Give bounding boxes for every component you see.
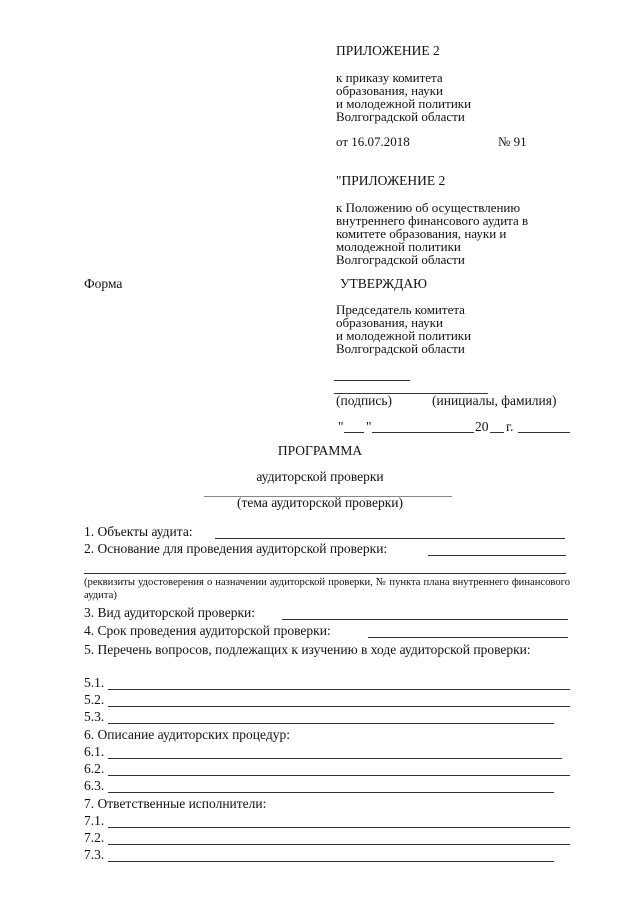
item-procedure-3: 6.3. (84, 778, 105, 793)
procedure-1-field[interactable] (108, 758, 562, 759)
procedure-3-field[interactable] (108, 792, 554, 793)
order-number: № 91 (498, 134, 527, 149)
approver-line: Председатель комитета (336, 302, 465, 317)
item-audit-objects: 1. Объекты аудита: (84, 524, 193, 539)
date-year-suffix: г. (506, 419, 514, 434)
regulation-line: комитете образования, науки и (336, 226, 507, 241)
signature-caption: (подпись) (336, 393, 393, 408)
appendix-order-line: образования, науки (336, 83, 443, 98)
audit-period-field[interactable] (368, 637, 568, 638)
executor-1-field[interactable] (108, 827, 570, 828)
item-procedure-1: 6.1. (84, 744, 105, 759)
item-question-2: 5.2. (84, 692, 105, 707)
approver-line: образования, науки (336, 315, 443, 330)
executor-2-field[interactable] (108, 844, 570, 845)
program-title: ПРОГРАММА (277, 443, 363, 458)
date-day-field[interactable] (344, 432, 364, 433)
regulation-appendix-title: "ПРИЛОЖЕНИЕ 2 (336, 173, 446, 188)
date-quote-close: " (366, 419, 372, 434)
date-year-field[interactable] (490, 432, 504, 433)
regulation-line: молодежной политики (336, 239, 461, 254)
item-questions: 5. Перечень вопросов, подлежащих к изучению в ходе аудиторской проверки: (84, 642, 531, 657)
item-procedures: 6. Описание аудиторских процедур: (84, 727, 290, 742)
basis-field[interactable] (428, 555, 566, 556)
appendix-title: ПРИЛОЖЕНИЕ 2 (336, 43, 440, 58)
topic-caption: (тема аудиторской проверки) (237, 495, 403, 510)
item-basis: 2. Основание для проведения аудиторской проверки: (84, 541, 388, 556)
question-2-field[interactable] (108, 706, 570, 707)
approver-line: и молодежной политики (336, 328, 472, 343)
item-procedure-2: 6.2. (84, 761, 105, 776)
executor-3-field[interactable] (108, 861, 554, 862)
appendix-order-line: к приказу комитета (336, 70, 443, 85)
audit-objects-field[interactable] (215, 538, 565, 539)
item-executors: 7. Ответственные исполнители: (84, 796, 267, 811)
basis-note: (реквизиты удостоверения о назначении аудиторской проверки, № пункта плана внутреннего финансового аудита) (84, 577, 570, 601)
item-question-1: 5.1. (84, 675, 105, 690)
regulation-line: внутреннего финансового аудита в (336, 213, 529, 228)
item-executor-1: 7.1. (84, 813, 105, 828)
order-date: от 16.07.2018 (336, 134, 410, 149)
date-month-field[interactable] (372, 432, 474, 433)
question-1-field[interactable] (108, 689, 570, 690)
audit-type-field[interactable] (282, 619, 568, 620)
form-label: Форма (84, 276, 123, 291)
item-audit-type: 3. Вид аудиторской проверки: (84, 605, 256, 620)
signature-line[interactable] (334, 380, 410, 381)
program-subtitle: аудиторской проверки (256, 469, 384, 484)
procedure-2-field[interactable] (108, 775, 570, 776)
basis-field-continued[interactable] (84, 573, 566, 574)
appendix-order-line: Волгоградской области (336, 109, 465, 124)
item-question-3: 5.3. (84, 709, 105, 724)
approver-line: Волгоградской области (336, 341, 465, 356)
date-quote-open: " (338, 419, 344, 434)
date-extra-field[interactable] (518, 432, 570, 433)
item-executor-2: 7.2. (84, 830, 105, 845)
item-audit-period: 4. Срок проведения аудиторской проверки: (84, 623, 331, 638)
item-executor-3: 7.3. (84, 847, 105, 862)
approve-title: УТВЕРЖДАЮ (340, 276, 428, 291)
regulation-line: к Положению об осуществлению (336, 200, 521, 215)
date-year-prefix: 20 (475, 419, 489, 434)
regulation-line: Волгоградской области (336, 252, 465, 267)
name-caption: (инициалы, фамилия) (432, 393, 557, 408)
appendix-order-line: и молодежной политики (336, 96, 472, 111)
question-3-field[interactable] (108, 723, 554, 724)
